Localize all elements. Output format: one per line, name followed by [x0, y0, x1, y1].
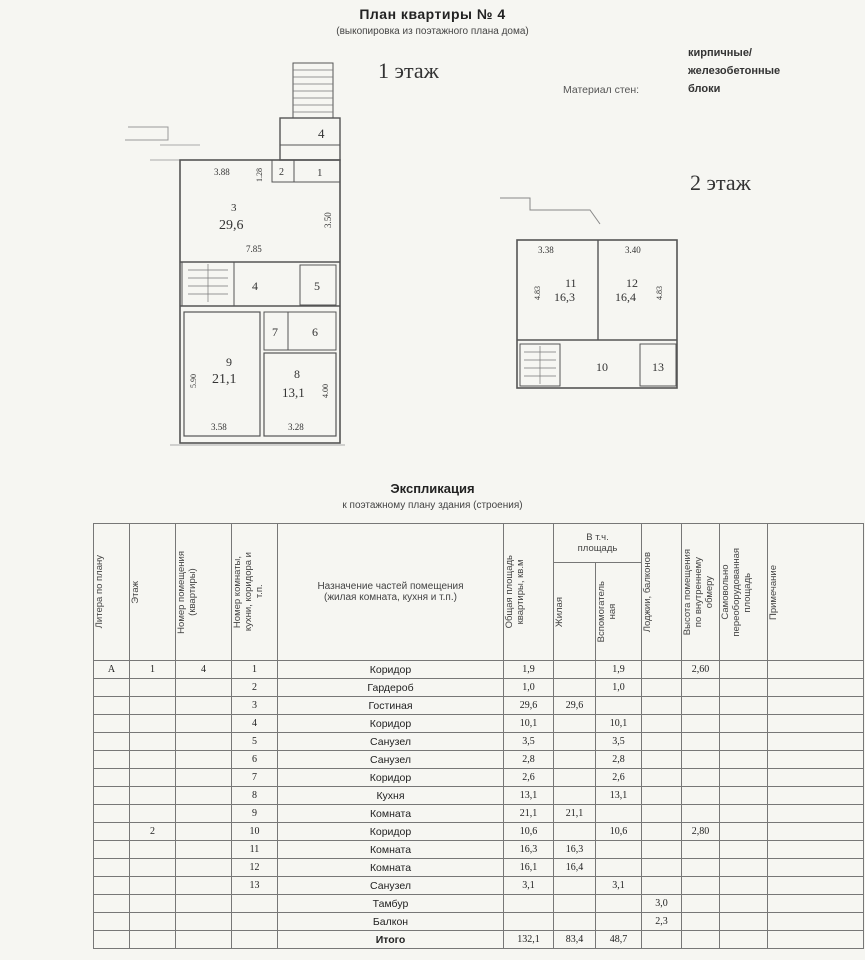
cell-premise: [176, 715, 232, 733]
cell-loggia: [642, 715, 682, 733]
cell-unauth: [720, 913, 768, 931]
table-row: [94, 895, 864, 913]
col-header-total: Общая площадь квартиры, кв.м: [504, 524, 554, 661]
plan1-dim-328: 3.28: [288, 422, 304, 432]
cell-living: [554, 913, 596, 931]
walls-material-label: Материал стен:: [563, 84, 640, 96]
col-header-room: Номер комнаты, кухни, коридора и т.п.: [232, 524, 278, 661]
cell-premise: [176, 823, 232, 841]
explication-title: Экспликация: [390, 481, 475, 496]
cell-living: 16,4: [554, 859, 596, 877]
table-row: [94, 841, 864, 859]
plan1-dim-128: 1.28: [255, 168, 264, 182]
col-header-incl: В т.ч. площадь: [554, 524, 642, 563]
plan1-room8: 8: [294, 367, 300, 381]
cell-note: [768, 913, 864, 931]
plan2-dim-338: 3.38: [538, 245, 554, 255]
cell-litera: [94, 931, 130, 949]
col-header-aux: Вспомогатель ная: [596, 563, 642, 661]
cell-premise: [176, 751, 232, 769]
cell-name: Коридор: [278, 823, 504, 841]
cell-floor: [130, 931, 176, 949]
table-row: [94, 769, 864, 787]
cell-premise: [176, 733, 232, 751]
col-header-purpose: Назначение частей помещения (жилая комната, кухня и т.п.): [278, 524, 504, 661]
cell-litera: [94, 877, 130, 895]
cell-room: 6: [232, 751, 278, 769]
cell-name: Санузел: [278, 877, 504, 895]
cell-living: 83,4: [554, 931, 596, 949]
cell-note: [768, 697, 864, 715]
cell-unauth: [720, 733, 768, 751]
cell-total: [504, 913, 554, 931]
table-row: [94, 679, 864, 697]
cell-note: [768, 841, 864, 859]
cell-note: [768, 859, 864, 877]
cell-total: 16,1: [504, 859, 554, 877]
cell-living: [554, 877, 596, 895]
cell-unauth: [720, 715, 768, 733]
plan1-room2: 2: [279, 167, 284, 178]
cell-litera: [94, 913, 130, 931]
plan1-dim-388: 3.88: [214, 167, 230, 177]
cell-living: 21,1: [554, 805, 596, 823]
cell-loggia: [642, 751, 682, 769]
cell-litera: [94, 733, 130, 751]
cell-total: 1,0: [504, 679, 554, 697]
cell-room: 1: [232, 661, 278, 679]
cell-note: [768, 661, 864, 679]
cell-aux: [596, 895, 642, 913]
cell-aux: [596, 697, 642, 715]
plan2-room12-area: 16,4: [615, 290, 636, 304]
cell-height: [682, 931, 720, 949]
cell-total: 3,5: [504, 733, 554, 751]
cell-premise: [176, 859, 232, 877]
cell-floor: [130, 769, 176, 787]
cell-living: [554, 787, 596, 805]
cell-note: [768, 931, 864, 949]
cell-height: [682, 787, 720, 805]
cell-litera: [94, 769, 130, 787]
floor2-label: 2 этаж: [690, 170, 751, 195]
cell-total: 2,6: [504, 769, 554, 787]
plan1-dim-400: 4.00: [321, 384, 330, 398]
cell-loggia: [642, 697, 682, 715]
cell-litera: [94, 697, 130, 715]
cell-room: 12: [232, 859, 278, 877]
cell-floor: [130, 679, 176, 697]
cell-litera: [94, 679, 130, 697]
cell-room: [232, 913, 278, 931]
cell-unauth: [720, 841, 768, 859]
plan1-room5: 5: [314, 279, 320, 293]
cell-room: 13: [232, 877, 278, 895]
cell-height: [682, 751, 720, 769]
walls-value-line1: кирпичные/: [688, 47, 752, 59]
plan1-dim-350: 3.50: [323, 212, 333, 228]
table-row: [94, 787, 864, 805]
cell-room: 3: [232, 697, 278, 715]
cell-living: [554, 895, 596, 913]
plan1-room6: 6: [312, 325, 318, 339]
col-header-height: Высота помещения по внутреннему обмеру: [682, 524, 720, 661]
cell-total: 132,1: [504, 931, 554, 949]
cell-unauth: [720, 697, 768, 715]
plan2-room10: 10: [596, 360, 608, 374]
cell-name: Коридор: [278, 715, 504, 733]
cell-floor: [130, 805, 176, 823]
cell-floor: [130, 787, 176, 805]
cell-floor: [130, 751, 176, 769]
cell-floor: [130, 841, 176, 859]
cell-aux: 1,9: [596, 661, 642, 679]
cell-room: 4: [232, 715, 278, 733]
cell-aux: [596, 841, 642, 859]
cell-total: 21,1: [504, 805, 554, 823]
cell-litera: [94, 859, 130, 877]
document-subtitle: (выкопировка из поэтажного плана дома): [336, 26, 529, 37]
table-row: [94, 697, 864, 715]
cell-aux: 2,8: [596, 751, 642, 769]
cell-loggia: [642, 931, 682, 949]
plan1-dim-358: 3.58: [211, 422, 227, 432]
cell-name: Коридор: [278, 769, 504, 787]
cell-living: [554, 751, 596, 769]
explication-subtitle: к поэтажному плану здания (строения): [342, 500, 523, 511]
cell-floor: [130, 895, 176, 913]
cell-aux: 3,1: [596, 877, 642, 895]
plan2-room13: 13: [652, 360, 664, 374]
cell-loggia: 3,0: [642, 895, 682, 913]
cell-premise: [176, 805, 232, 823]
plan1-room4-top: 4: [318, 126, 325, 141]
explication-body: [94, 661, 864, 949]
cell-loggia: [642, 823, 682, 841]
cell-unauth: [720, 931, 768, 949]
cell-loggia: [642, 733, 682, 751]
cell-floor: [130, 697, 176, 715]
cell-height: [682, 805, 720, 823]
cell-note: [768, 679, 864, 697]
cell-litera: [94, 895, 130, 913]
cell-height: [682, 715, 720, 733]
plan1-room1: 1: [317, 167, 323, 179]
cell-premise: [176, 697, 232, 715]
table-row: [94, 805, 864, 823]
cell-total: 10,1: [504, 715, 554, 733]
cell-note: [768, 733, 864, 751]
cell-floor: [130, 733, 176, 751]
cell-aux: 10,6: [596, 823, 642, 841]
cell-height: [682, 769, 720, 787]
cell-aux: [596, 859, 642, 877]
cell-premise: [176, 931, 232, 949]
cell-room: 11: [232, 841, 278, 859]
cell-name: Комната: [278, 841, 504, 859]
plan1-room3-area: 29,6: [219, 218, 244, 233]
cell-height: [682, 841, 720, 859]
cell-floor: [130, 859, 176, 877]
cell-name: Санузел: [278, 733, 504, 751]
cell-premise: [176, 679, 232, 697]
walls-value-line3: блоки: [688, 83, 721, 95]
table-row: [94, 877, 864, 895]
cell-loggia: [642, 769, 682, 787]
cell-loggia: [642, 661, 682, 679]
cell-unauth: [720, 895, 768, 913]
cell-living: [554, 769, 596, 787]
cell-name: Комната: [278, 805, 504, 823]
cell-floor: 1: [130, 661, 176, 679]
cell-name: Балкон: [278, 913, 504, 931]
col-header-premise: Номер помещения (квартиры): [176, 524, 232, 661]
plan2-dim-483a: 4.83: [533, 286, 542, 300]
cell-name: Комната: [278, 859, 504, 877]
table-row: [94, 733, 864, 751]
cell-unauth: [720, 859, 768, 877]
cell-room: 2: [232, 679, 278, 697]
cell-floor: [130, 877, 176, 895]
cell-height: [682, 679, 720, 697]
plan1-dim-785: 7.85: [246, 244, 262, 254]
cell-note: [768, 751, 864, 769]
cell-premise: [176, 895, 232, 913]
cell-note: [768, 877, 864, 895]
cell-premise: 4: [176, 661, 232, 679]
cell-name: Санузел: [278, 751, 504, 769]
cell-height: [682, 877, 720, 895]
table-row: [94, 751, 864, 769]
cell-height: [682, 913, 720, 931]
cell-aux: [596, 805, 642, 823]
cell-room: 8: [232, 787, 278, 805]
cell-living: [554, 679, 596, 697]
cell-litera: [94, 805, 130, 823]
plan1-room9: 9: [226, 355, 232, 369]
cell-loggia: 2,3: [642, 913, 682, 931]
cell-aux: [596, 913, 642, 931]
cell-premise: [176, 769, 232, 787]
cell-total: 2,8: [504, 751, 554, 769]
cell-litera: А: [94, 661, 130, 679]
cell-loggia: [642, 805, 682, 823]
cell-room: [232, 895, 278, 913]
cell-room: 7: [232, 769, 278, 787]
cell-total: 10,6: [504, 823, 554, 841]
cell-name: Коридор: [278, 661, 504, 679]
plan1-room7: 7: [272, 325, 278, 339]
col-header-note: Примечание: [768, 524, 864, 661]
cell-floor: [130, 715, 176, 733]
cell-height: [682, 859, 720, 877]
cell-unauth: [720, 877, 768, 895]
table-row: [94, 913, 864, 931]
cell-unauth: [720, 661, 768, 679]
cell-aux: 2,6: [596, 769, 642, 787]
explication-table: [93, 523, 864, 949]
cell-height: [682, 697, 720, 715]
col-header-loggia: Лоджии, балконов: [642, 524, 682, 661]
cell-height: [682, 895, 720, 913]
cell-note: [768, 769, 864, 787]
plan1-dim-590: 5.90: [189, 374, 198, 388]
cell-litera: [94, 787, 130, 805]
cell-loggia: [642, 787, 682, 805]
col-header-living: Жилая: [554, 563, 596, 661]
cell-name: Гардероб: [278, 679, 504, 697]
cell-living: 29,6: [554, 697, 596, 715]
table-row: [94, 661, 864, 679]
cell-premise: [176, 841, 232, 859]
cell-litera: [94, 715, 130, 733]
plan2-room12: 12: [626, 276, 638, 290]
cell-loggia: [642, 679, 682, 697]
cell-note: [768, 715, 864, 733]
cell-total: 1,9: [504, 661, 554, 679]
cell-room: 9: [232, 805, 278, 823]
col-header-litera: Литера по плану: [94, 524, 130, 661]
cell-note: [768, 787, 864, 805]
cell-living: [554, 823, 596, 841]
table-row: [94, 859, 864, 877]
table-row: [94, 715, 864, 733]
cell-total: 13,1: [504, 787, 554, 805]
floor1-label: 1 этаж: [378, 58, 439, 83]
cell-living: [554, 661, 596, 679]
cell-litera: [94, 823, 130, 841]
plan1-room3: 3: [231, 202, 237, 214]
cell-premise: [176, 877, 232, 895]
cell-total: 29,6: [504, 697, 554, 715]
cell-living: 16,3: [554, 841, 596, 859]
table-row: [94, 823, 864, 841]
cell-unauth: [720, 823, 768, 841]
cell-height: 2,80: [682, 823, 720, 841]
cell-living: [554, 715, 596, 733]
cell-loggia: [642, 877, 682, 895]
cell-name: Гостиная: [278, 697, 504, 715]
cell-loggia: [642, 841, 682, 859]
plan2-room11-area: 16,3: [554, 290, 575, 304]
cell-unauth: [720, 679, 768, 697]
cell-aux: 1,0: [596, 679, 642, 697]
cell-aux: 48,7: [596, 931, 642, 949]
document-title: План квартиры № 4: [359, 6, 506, 22]
plan1-room8-area: 13,1: [282, 385, 305, 400]
cell-total: 16,3: [504, 841, 554, 859]
table-row: [94, 931, 864, 949]
cell-total: 3,1: [504, 877, 554, 895]
cell-aux: 13,1: [596, 787, 642, 805]
cell-premise: [176, 913, 232, 931]
cell-loggia: [642, 859, 682, 877]
col-header-unauth: Самовольно переоборудованная площадь: [720, 524, 768, 661]
cell-unauth: [720, 805, 768, 823]
walls-value-line2: железобетонные: [688, 65, 781, 77]
cell-unauth: [720, 751, 768, 769]
cell-note: [768, 805, 864, 823]
col-header-floor: Этаж: [130, 524, 176, 661]
cell-premise: [176, 787, 232, 805]
cell-aux: 3,5: [596, 733, 642, 751]
cell-unauth: [720, 769, 768, 787]
cell-name: Тамбур: [278, 895, 504, 913]
cell-living: [554, 733, 596, 751]
cell-litera: [94, 841, 130, 859]
cell-floor: 2: [130, 823, 176, 841]
plan1-room4: 4: [252, 279, 258, 293]
cell-room: 10: [232, 823, 278, 841]
cell-total: [504, 895, 554, 913]
cell-floor: [130, 913, 176, 931]
cell-room: 5: [232, 733, 278, 751]
plan1-room9-area: 21,1: [212, 372, 237, 387]
cell-unauth: [720, 787, 768, 805]
cell-name: Кухня: [278, 787, 504, 805]
cell-height: 2,60: [682, 661, 720, 679]
cell-note: [768, 823, 864, 841]
cell-note: [768, 895, 864, 913]
cell-name: Итого: [278, 931, 504, 949]
cell-aux: 10,1: [596, 715, 642, 733]
cell-litera: [94, 751, 130, 769]
plan2-dim-483b: 4.83: [655, 286, 664, 300]
cell-height: [682, 733, 720, 751]
cell-room: [232, 931, 278, 949]
plan2-dim-340: 3.40: [625, 245, 641, 255]
plan2-room11: 11: [565, 276, 577, 290]
